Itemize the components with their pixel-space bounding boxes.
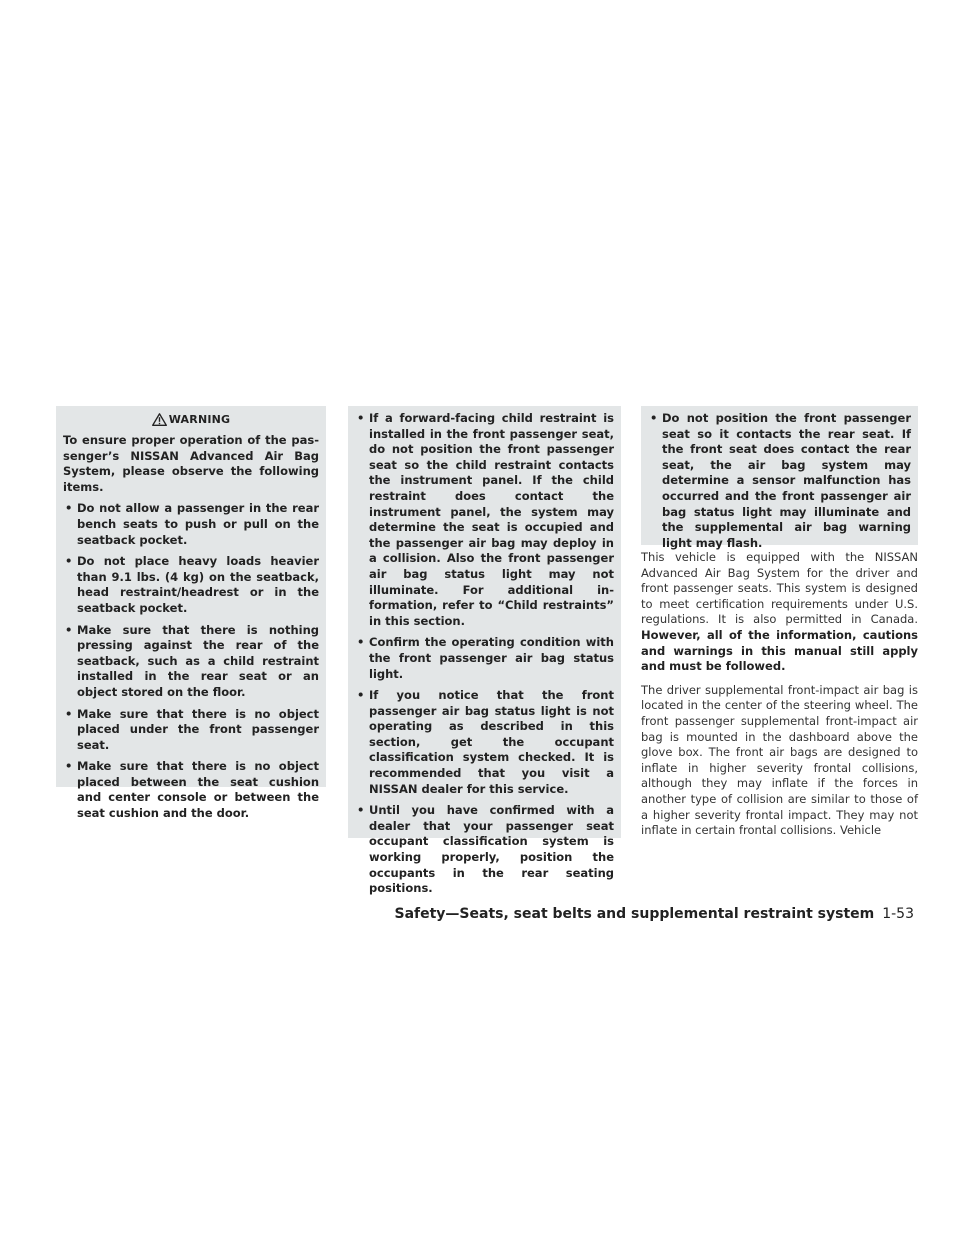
bullet-icon: • bbox=[65, 554, 73, 569]
list-item bbox=[355, 635, 614, 682]
list-item bbox=[355, 688, 614, 797]
bullet-icon: • bbox=[65, 706, 73, 721]
body-text bbox=[641, 550, 918, 847]
warning-panel-col2 bbox=[348, 406, 621, 896]
bullet-icon: • bbox=[357, 411, 365, 425]
warning-panel-col3 bbox=[641, 406, 918, 550]
list-item-text: Make sure that there is no object placed between the seat cushion and center console or between the seat cushion and the door. bbox=[77, 759, 319, 821]
list-item bbox=[63, 707, 319, 754]
list-item-text: If a forward-facing child restraint is installed in the front passenger seat, do not position the front passenger seat so the child restraint contacts the instrument panel. If the child restraint does contact the instrument panel, the system may determine the seat is occupied and the passenger air bag may deploy in a collision. Also the front passenger air bag status light may not illuminate. For additional information, refer to “Child restraints” in this section. bbox=[369, 411, 614, 628]
list-item-text: Until you have confirmed with a dealer that your passenger seat occupant classification system is working properly, position the occupants in the rear seating positions. bbox=[369, 803, 614, 896]
warning-heading: WARNING bbox=[168, 412, 231, 426]
page-number: 1-53 bbox=[882, 906, 914, 922]
warning-triangle-icon bbox=[152, 413, 167, 426]
list-item bbox=[63, 623, 319, 701]
warning-list-col2 bbox=[355, 411, 614, 897]
list-item-text: Do not place heavy loads heavier than 9.1 lbs. (4 kg) on the seatback, head restraint/headrest or in the seatback pocket. bbox=[77, 554, 319, 615]
list-item bbox=[355, 411, 614, 629]
list-item bbox=[63, 501, 319, 548]
list-item-text: Make sure that there is nothing pressing against the rear of the seatback, such as a child restraint installed in the rear seat or an object stored on the floor. bbox=[77, 622, 319, 699]
list-item-text: Do not allow a passenger in the rear bench seats to push or pull on the seatback pocket. bbox=[77, 501, 319, 547]
list-item bbox=[63, 554, 319, 616]
bullet-icon: • bbox=[650, 411, 658, 425]
warning-list-col1 bbox=[63, 501, 319, 821]
body-paragraph-emphasis: However, all of the information, cautions and warnings in this manual still apply and must be followed. bbox=[641, 627, 918, 674]
list-item-text: If you notice that the front passenger air bag status light is not operating as described in this section, get the occupant classification system checked. It is recommended that you visit a NISSAN dealer for this service. bbox=[369, 688, 614, 796]
warning-panel-col1 bbox=[56, 406, 326, 821]
list-item-text: Confirm the operating condition with the front passenger air bag status light. bbox=[369, 635, 614, 681]
warning-intro: To ensure proper operation of the passenger’s NISSAN Advanced Air Bag System, please observe the following items. bbox=[63, 433, 319, 494]
page-footer bbox=[395, 906, 915, 922]
bullet-icon: • bbox=[65, 622, 73, 637]
body-paragraph bbox=[641, 550, 918, 675]
warning-list-col3 bbox=[648, 411, 911, 551]
warning-header bbox=[56, 406, 326, 427]
bullet-icon: • bbox=[65, 501, 73, 516]
list-item-text: Make sure that there is no object placed under the front passenger seat. bbox=[77, 706, 319, 752]
list-item-text: Do not position the front passenger seat so it contacts the rear seat. If the front seat does contact the rear seat, the air bag system may determine a sensor malfunction has occurred and the front passenger air bag status light may illuminate and the supplemental air bag warning light may flash. bbox=[662, 411, 911, 550]
list-item bbox=[648, 411, 911, 551]
body-paragraph: The driver supplemental front-impact air bag is located in the center of the steering wheel. The front passenger supplemental front-impact air bag is mounted in the dashboard above the glove box. The front air bags are designed to inflate in higher severity frontal collisions, although they may inflate if the forces in another type of collision are similar to those of a higher severity frontal impact. They may not inflate in certain frontal collisions. Vehicle bbox=[641, 682, 918, 838]
list-item bbox=[63, 759, 319, 821]
section-title: Safety—Seats, seat belts and supplemental restraint system bbox=[394, 906, 875, 922]
bullet-icon: • bbox=[65, 759, 73, 774]
bullet-icon: • bbox=[357, 635, 365, 650]
bullet-icon: • bbox=[357, 688, 365, 703]
body-paragraph-text: This vehicle is equipped with the NISSAN Advanced Air Bag System for the driver and front passenger seats. This system is designed to meet certification requirements under U.S. regulations. It is also permitted in Canada. bbox=[641, 550, 918, 627]
list-item bbox=[355, 803, 614, 897]
bullet-icon: • bbox=[357, 803, 365, 818]
